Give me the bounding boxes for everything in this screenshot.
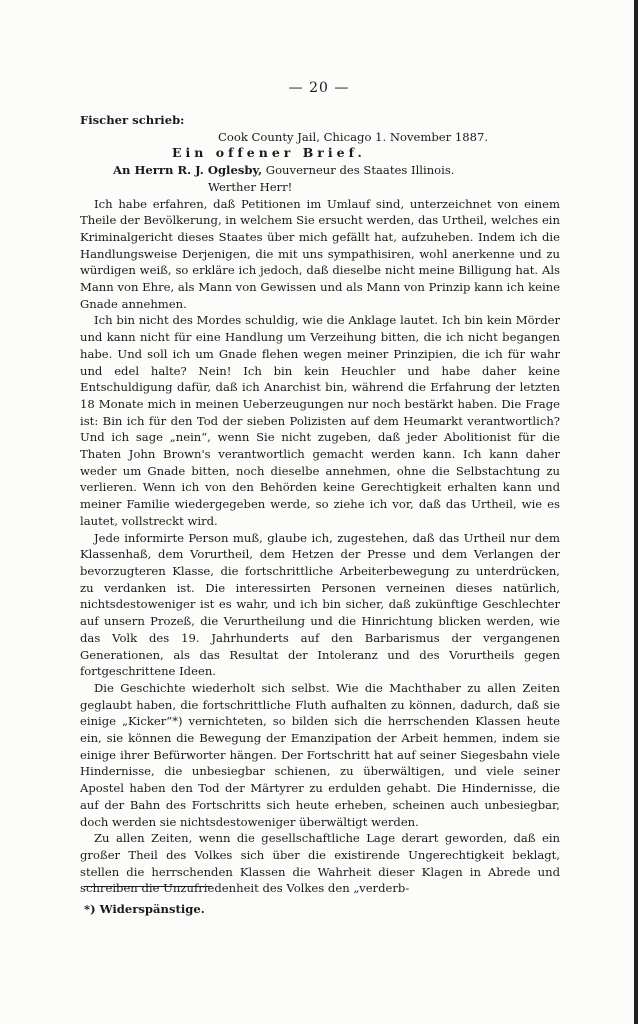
page-edge-shadow	[634, 0, 638, 1024]
paragraph-5: Zu allen Zeiten, wenn die gesellschaftliche Lage derart geworden, daß ein großer Theil des Volkes sich über die existirende Ungerechtigkeit beklagt, stellen die herrschenden Klassen die Wahrheit dieser Klagen in Abrede und schreiben die Unzufriedenheit des Volkes den „verderb-	[80, 831, 560, 896]
salutation: Werther Herr!	[208, 179, 293, 194]
dateline: Cook County Jail, Chicago 1. November 1887.	[218, 129, 489, 144]
paragraph-2: Ich bin nicht des Mordes schuldig, wie die Anklage lautet. Ich bin kein Mörder und kann nicht für eine Handlung um Verzeihung bitten, die ich nicht begangen habe. Und soll ich um Gnade flehen wegen meiner Prinzipien, die ich für wahr und edel halte? Nein! Ich bin kein Heuchler und habe daher keine Entschuldigung dafür, daß ich Anarchist bin, während die Erfahrung der letzten 18 Monate mich in meinen Ueberzeugungen nur noch bestärkt haben. Die Frage ist: Bin ich für den Tod der sieben Polizisten auf dem Heumarkt verantwortlich? Und ich sage „nein“, wenn Sie nicht zugeben, daß jeder Abolitionist für die Thaten John Brown's verantwortlich gemacht werden kann. Ich kann daher weder um Gnade bitten, noch dieselbe annehmen, ohne die Selbstachtung zu verlieren. Wenn ich von den Behörden keine Gerechtigkeit erhalten kann und meiner Familie wiedergegeben werde, so ziehe ich vor, daß das Urtheil, wie es lautet, vollstreckt wird.	[80, 313, 560, 528]
address-line	[80, 162, 560, 179]
intro-line: Fischer schrieb:	[80, 113, 185, 127]
footnote: *) Widerspänstige.	[84, 902, 205, 916]
page-number: — 20 —	[288, 80, 350, 96]
letter-body	[80, 112, 560, 897]
paragraph-3: Jede informirte Person muß, glaube ich, zugestehen, daß das Urtheil nur dem Klassenhaß, dem Vorurtheil, dem Hetzen der Presse und dem Verlangen der bevorzugteren Klasse, die fortschrittliche Arbeiterbewegung zu unterdrücken, zu verdanken ist. Die interessirten Personen verneinen dieses natürlich, nichtsdestoweniger ist es wahr, und ich bin sicher, daß zukünftige Geschlechter auf unsern Prozeß, die Verurtheilung und die Hinrichtung blicken werden, wie das Volk des 19. Jahrhunderts auf den Barbarismus der vergangenen Generationen, als das Resultat der Intoleranz und des Vorurtheils gegen fortgeschrittene Ideen.	[80, 530, 560, 679]
paragraph-4: Die Geschichte wiederholt sich selbst. Wie die Machthaber zu allen Zeiten geglaubt haben, die fortschrittliche Fluth aufhalten zu können, dadurch, daß sie einige „Kicker“*) vernichteten, so bilden sich die herrschenden Klassen heute ein, sie können die Bewegung der Emanzipation der Arbeit hemmen, indem sie einige ihrer Befürworter hängen. Der Fortschritt hat auf seiner Siegesbahn viele Hindernisse, die unbesiegbar schienen, zu überwältigen, und viele seiner Apostel haben den Tod der Märtyrer zu erdulden gehabt. Die Hindernisse, die auf der Bahn des Fortschritts sich heute erheben, scheinen auch unbesiegbar, doch werden sie nichtsdestoweniger überwältigt werden.	[80, 680, 560, 829]
footnote-divider	[84, 886, 212, 887]
paragraph-1: Ich habe erfahren, daß Petitionen im Umlauf sind, unterzeichnet von einem Theile der Bevölkerung, in welchem Sie ersucht werden, das Urtheil, welches ein Kriminalgericht dieses Staates über mich gefällt hat, aufzuheben. Indem ich die Handlungsweise Derjenigen, die mit uns sympathisiren, wohl anerkenne und zu würdigen weiß, so erkläre ich jedoch, daß dieselbe nicht meine Billigung hat. Als Mann von Ehre, als Mann von Gewissen und als Mann von Prinzip kann ich keine Gnade annehmen.	[80, 196, 560, 311]
letter-heading: Ein offener Brief.	[172, 145, 366, 161]
address-title: Gouverneur des Staates Illinois.	[262, 163, 455, 178]
address-recipient: An Herrn R. J. Oglesby,	[113, 163, 263, 178]
